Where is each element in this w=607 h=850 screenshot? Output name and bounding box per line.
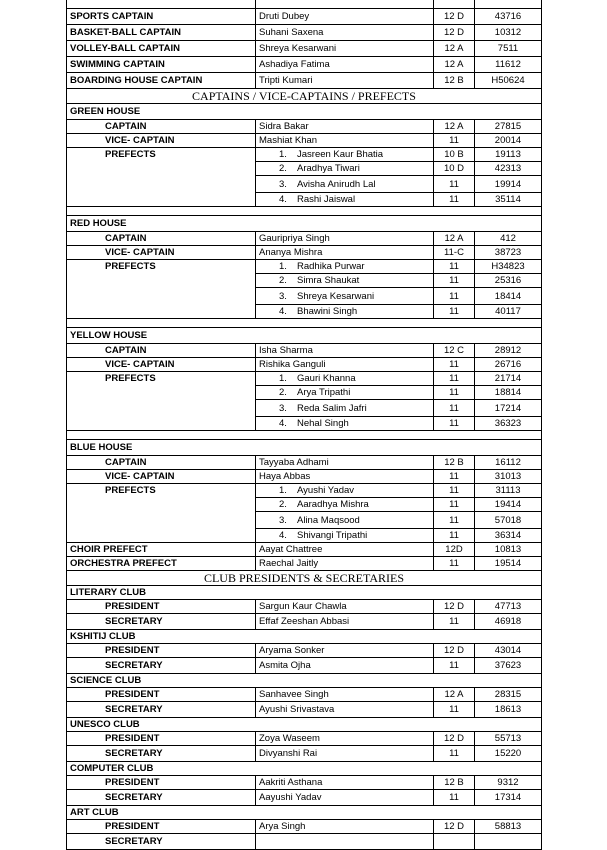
role-cell: PRESIDENT: [67, 688, 256, 702]
admission-number-cell: 412: [475, 232, 542, 246]
admission-number-cell: 37623: [475, 658, 542, 674]
prefect-row: [67, 386, 542, 400]
name-cell: Sanhavee Singh: [256, 688, 434, 702]
admission-number-cell: 16112: [475, 456, 542, 470]
class-cell: 11: [434, 358, 475, 372]
admission-number-cell: 55713: [475, 732, 542, 746]
president-row: [67, 820, 542, 834]
admission-number-cell: 18414: [475, 288, 542, 305]
class-cell: [434, 0, 475, 9]
prefect-name: Reda Salim Jafri: [297, 402, 367, 414]
admission-number-cell: 10312: [475, 25, 542, 41]
club-heading: [67, 674, 542, 688]
admission-number-cell: 40117: [475, 305, 542, 319]
role-cell: [67, 162, 256, 176]
class-cell: 11: [434, 470, 475, 484]
group-heading: SCIENCE CLUB: [67, 674, 542, 688]
role-cell: PREFECTS: [67, 372, 256, 386]
name-cell: [256, 529, 434, 543]
admission-number-cell: 36314: [475, 529, 542, 543]
class-cell: [434, 834, 475, 850]
role-cell: VICE- CAPTAIN: [67, 134, 256, 148]
group-heading: RED HOUSE: [67, 216, 542, 232]
prefect-number: 1.: [279, 261, 287, 272]
admission-number-cell: 9312: [475, 776, 542, 790]
role-cell: [67, 498, 256, 512]
office-bearers-table: [66, 0, 542, 850]
role-cell: VICE- CAPTAIN: [67, 246, 256, 260]
prefect-name: Nehal Singh: [297, 418, 349, 429]
club-heading: [67, 586, 542, 600]
class-cell: 12 B: [434, 776, 475, 790]
prefect-number: 2.: [279, 499, 287, 510]
admission-number-cell: 35114: [475, 193, 542, 207]
class-cell: 11: [434, 417, 475, 431]
role-cell: SECRETARY: [67, 790, 256, 806]
prefect-number: 3.: [279, 514, 287, 526]
name-cell: [256, 834, 434, 850]
prefect-row: [67, 288, 542, 305]
name-cell: [256, 417, 434, 431]
name-cell: [256, 274, 434, 288]
role-cell: [67, 288, 256, 305]
role-cell: [67, 400, 256, 417]
table-row: [67, 0, 542, 9]
name-cell: [256, 288, 434, 305]
secretary-row: [67, 614, 542, 630]
prefect-row: [67, 274, 542, 288]
prefect-name: Shivangi Tripathi: [297, 530, 368, 541]
class-cell: 11: [434, 658, 475, 674]
group-heading: BLUE HOUSE: [67, 440, 542, 456]
role-cell: CAPTAIN: [67, 456, 256, 470]
club-heading: [67, 630, 542, 644]
president-row: [67, 600, 542, 614]
name-cell: Ananya Mishra: [256, 246, 434, 260]
name-cell: [256, 484, 434, 498]
admission-number-cell: 36323: [475, 417, 542, 431]
admission-number-cell: 11612: [475, 57, 542, 73]
prefect-name: Aradhya Tiwari: [297, 163, 360, 174]
name-cell: [256, 148, 434, 162]
name-cell: Isha Sharma: [256, 344, 434, 358]
prefect-number: 2.: [279, 163, 287, 174]
class-cell: 12 A: [434, 688, 475, 702]
name-cell: Sargun Kaur Chawla: [256, 600, 434, 614]
name-cell: [256, 498, 434, 512]
class-cell: 11: [434, 260, 475, 274]
spacer-cell: [67, 431, 542, 440]
role-cell: CAPTAIN: [67, 120, 256, 134]
name-cell: Divyanshi Rai: [256, 746, 434, 762]
prefect-number: 1.: [279, 149, 287, 160]
role-cell: BOARDING HOUSE CAPTAIN: [67, 73, 256, 89]
name-cell: [256, 400, 434, 417]
class-cell: 11: [434, 790, 475, 806]
role-cell: [67, 386, 256, 400]
admission-number-cell: 47713: [475, 600, 542, 614]
role-cell: SECRETARY: [67, 746, 256, 762]
prefect-name: Gauri Khanna: [297, 373, 356, 384]
admission-number-cell: 18613: [475, 702, 542, 718]
table-row: [67, 543, 542, 557]
prefect-number: 1.: [279, 485, 287, 496]
role-cell: PREFECTS: [67, 260, 256, 274]
prefect-name: Aaradhya Mishra: [297, 499, 369, 510]
prefect-row: [67, 162, 542, 176]
admission-number-cell: 46918: [475, 614, 542, 630]
class-cell: 12 A: [434, 57, 475, 73]
class-cell: 11: [434, 746, 475, 762]
prefect-name: Simra Shaukat: [297, 275, 360, 286]
admission-number-cell: 31013: [475, 470, 542, 484]
class-cell: 12 A: [434, 41, 475, 57]
role-cell: [67, 512, 256, 529]
class-cell: 11: [434, 614, 475, 630]
name-cell: Tayyaba Adhami: [256, 456, 434, 470]
name-cell: Asmita Ojha: [256, 658, 434, 674]
role-cell: SECRETARY: [67, 702, 256, 718]
admission-number-cell: 26716: [475, 358, 542, 372]
role-cell: ORCHESTRA PREFECT: [67, 557, 256, 571]
role-cell: PRESIDENT: [67, 820, 256, 834]
role-cell: [67, 529, 256, 543]
captain-row: [67, 344, 542, 358]
name-cell: [256, 193, 434, 207]
table-row: [67, 73, 542, 89]
class-cell: 11: [434, 193, 475, 207]
role-cell: SECRETARY: [67, 658, 256, 674]
name-cell: [256, 305, 434, 319]
role-cell: [67, 0, 256, 9]
group-heading: COMPUTER CLUB: [67, 762, 542, 776]
spacer-row: [67, 431, 542, 440]
section-heading: CLUB PRESIDENTS & SECRETARIES: [67, 571, 542, 586]
section-heading: CAPTAINS / VICE-CAPTAINS / PREFECTS: [67, 89, 542, 104]
role-cell: BASKET-BALL CAPTAIN: [67, 25, 256, 41]
role-cell: VICE- CAPTAIN: [67, 470, 256, 484]
class-cell: 11: [434, 274, 475, 288]
president-row: [67, 644, 542, 658]
class-cell: 11: [434, 484, 475, 498]
class-cell: 11-C: [434, 246, 475, 260]
class-cell: 12 D: [434, 820, 475, 834]
admission-number-cell: [475, 0, 542, 9]
admission-number-cell: 19914: [475, 176, 542, 193]
prefect-row: [67, 417, 542, 431]
admission-number-cell: 19514: [475, 557, 542, 571]
name-cell: Tripti Kumari: [256, 73, 434, 89]
vice-captain-row: [67, 246, 542, 260]
class-cell: 12 D: [434, 600, 475, 614]
class-cell: 11: [434, 305, 475, 319]
name-cell: Ayushi Srivastava: [256, 702, 434, 718]
name-cell: Aayat Chattree: [256, 543, 434, 557]
name-cell: Effaf Zeeshan Abbasi: [256, 614, 434, 630]
captain-row: [67, 120, 542, 134]
prefect-name: Avisha Anirudh Lal: [297, 178, 376, 190]
name-cell: Zoya Waseem: [256, 732, 434, 746]
prefect-number: 4.: [279, 194, 287, 205]
class-cell: 12 D: [434, 9, 475, 25]
name-cell: Haya Abbas: [256, 470, 434, 484]
name-cell: Aayushi Yadav: [256, 790, 434, 806]
role-cell: PREFECTS: [67, 148, 256, 162]
prefect-row: [67, 176, 542, 193]
table-row: [67, 41, 542, 57]
admission-number-cell: 43716: [475, 9, 542, 25]
class-cell: 11: [434, 400, 475, 417]
class-cell: 12 A: [434, 120, 475, 134]
vice-captain-row: [67, 358, 542, 372]
role-cell: CHOIR PREFECT: [67, 543, 256, 557]
role-cell: PRESIDENT: [67, 600, 256, 614]
name-cell: Sidra Bakar: [256, 120, 434, 134]
role-cell: [67, 305, 256, 319]
name-cell: Gauripriya Singh: [256, 232, 434, 246]
role-cell: SECRETARY: [67, 834, 256, 850]
class-cell: 10 B: [434, 148, 475, 162]
name-cell: Aryama Sonker: [256, 644, 434, 658]
name-cell: Mashiat Khan: [256, 134, 434, 148]
prefect-row: [67, 305, 542, 319]
name-cell: Raechal Jaitly: [256, 557, 434, 571]
prefect-name: Rashi Jaiswal: [297, 194, 356, 205]
vice-captain-row: [67, 470, 542, 484]
section-heading-houses: [67, 89, 542, 104]
prefect-name: Jasreen Kaur Bhatia: [297, 149, 384, 160]
prefect-number: 3.: [279, 178, 287, 190]
class-cell: 12 C: [434, 344, 475, 358]
class-cell: 12 D: [434, 25, 475, 41]
prefect-number: 1.: [279, 373, 287, 384]
name-cell: Ashadiya Fatima: [256, 57, 434, 73]
role-cell: CAPTAIN: [67, 344, 256, 358]
admission-number-cell: 25316: [475, 274, 542, 288]
club-heading: [67, 762, 542, 776]
table-row: [67, 57, 542, 73]
group-heading: GREEN HOUSE: [67, 104, 542, 120]
name-cell: Suhani Saxena: [256, 25, 434, 41]
name-cell: [256, 176, 434, 193]
admission-number-cell: 17314: [475, 790, 542, 806]
class-cell: 12 D: [434, 732, 475, 746]
class-cell: 11: [434, 529, 475, 543]
admission-number-cell: 15220: [475, 746, 542, 762]
name-cell: [256, 372, 434, 386]
prefect-number: 4.: [279, 418, 287, 429]
secretary-row: [67, 658, 542, 674]
spacer-row: [67, 207, 542, 216]
admission-number-cell: 7511: [475, 41, 542, 57]
table-row: [67, 9, 542, 25]
group-heading: YELLOW HOUSE: [67, 328, 542, 344]
prefect-row: [67, 400, 542, 417]
class-cell: 11: [434, 498, 475, 512]
house-heading: [67, 440, 542, 456]
class-cell: 11: [434, 386, 475, 400]
class-cell: 11: [434, 512, 475, 529]
prefect-row: [67, 260, 542, 274]
president-row: [67, 776, 542, 790]
name-cell: [256, 386, 434, 400]
admission-number-cell: 28912: [475, 344, 542, 358]
group-heading: UNESCO CLUB: [67, 718, 542, 732]
admission-number-cell: 27815: [475, 120, 542, 134]
role-cell: SPORTS CAPTAIN: [67, 9, 256, 25]
role-cell: [67, 176, 256, 193]
spacer-row: [67, 319, 542, 328]
president-row: [67, 732, 542, 746]
table-row: [67, 25, 542, 41]
class-cell: 11: [434, 702, 475, 718]
admission-number-cell: 57018: [475, 512, 542, 529]
prefect-row: [67, 529, 542, 543]
prefect-name: Bhawini Singh: [297, 306, 358, 317]
house-heading: [67, 328, 542, 344]
prefect-name: Radhika Purwar: [297, 261, 365, 272]
prefect-row: [67, 484, 542, 498]
prefect-row: [67, 372, 542, 386]
name-cell: Rishika Ganguli: [256, 358, 434, 372]
class-cell: 11: [434, 176, 475, 193]
name-cell: [256, 260, 434, 274]
group-heading: KSHITIJ CLUB: [67, 630, 542, 644]
prefect-number: 3.: [279, 402, 287, 414]
admission-number-cell: H50624: [475, 73, 542, 89]
name-cell: [256, 0, 434, 9]
class-cell: 11: [434, 557, 475, 571]
prefect-row: [67, 193, 542, 207]
admission-number-cell: 19414: [475, 498, 542, 512]
class-cell: 12 A: [434, 232, 475, 246]
president-row: [67, 688, 542, 702]
prefect-name: Arya Tripathi: [297, 387, 351, 398]
captain-row: [67, 232, 542, 246]
role-cell: PRESIDENT: [67, 644, 256, 658]
admission-number-cell: 20014: [475, 134, 542, 148]
role-cell: SWIMMING CAPTAIN: [67, 57, 256, 73]
admission-number-cell: 10813: [475, 543, 542, 557]
role-cell: PREFECTS: [67, 484, 256, 498]
name-cell: Arya Singh: [256, 820, 434, 834]
role-cell: PRESIDENT: [67, 776, 256, 790]
role-cell: VICE- CAPTAIN: [67, 358, 256, 372]
class-cell: 12D: [434, 543, 475, 557]
class-cell: 12 B: [434, 456, 475, 470]
name-cell: Aakriti Asthana: [256, 776, 434, 790]
role-cell: [67, 274, 256, 288]
admission-number-cell: 28315: [475, 688, 542, 702]
admission-number-cell: 31113: [475, 484, 542, 498]
role-cell: VOLLEY-BALL CAPTAIN: [67, 41, 256, 57]
admission-number-cell: 21714: [475, 372, 542, 386]
house-heading: [67, 216, 542, 232]
admission-number-cell: 18814: [475, 386, 542, 400]
class-cell: 12 D: [434, 644, 475, 658]
admission-number-cell: 58813: [475, 820, 542, 834]
admission-number-cell: 42313: [475, 162, 542, 176]
group-heading: ART CLUB: [67, 806, 542, 820]
prefect-name: Shreya Kesarwani: [297, 290, 375, 302]
class-cell: 11: [434, 288, 475, 305]
group-heading: LITERARY CLUB: [67, 586, 542, 600]
table-row: [67, 557, 542, 571]
name-cell: Shreya Kesarwani: [256, 41, 434, 57]
admission-number-cell: H34823: [475, 260, 542, 274]
name-cell: Druti Dubey: [256, 9, 434, 25]
club-heading: [67, 806, 542, 820]
role-cell: [67, 193, 256, 207]
secretary-row: [67, 702, 542, 718]
captain-row: [67, 456, 542, 470]
prefect-row: [67, 512, 542, 529]
name-cell: [256, 512, 434, 529]
name-cell: [256, 162, 434, 176]
prefect-name: Ayushi Yadav: [297, 485, 355, 496]
admission-number-cell: 19113: [475, 148, 542, 162]
role-cell: PRESIDENT: [67, 732, 256, 746]
role-cell: [67, 417, 256, 431]
prefect-row: [67, 148, 542, 162]
prefect-name: Alina Maqsood: [297, 514, 360, 526]
class-cell: 12 B: [434, 73, 475, 89]
role-cell: CAPTAIN: [67, 232, 256, 246]
secretary-row: [67, 834, 542, 850]
house-heading: [67, 104, 542, 120]
prefect-number: 2.: [279, 387, 287, 398]
admission-number-cell: 38723: [475, 246, 542, 260]
secretary-row: [67, 746, 542, 762]
admission-number-cell: 43014: [475, 644, 542, 658]
prefect-number: 4.: [279, 530, 287, 541]
spacer-cell: [67, 207, 542, 216]
class-cell: 11: [434, 134, 475, 148]
class-cell: 10 D: [434, 162, 475, 176]
prefect-row: [67, 498, 542, 512]
prefect-number: 2.: [279, 275, 287, 286]
section-heading-clubs: [67, 571, 542, 586]
vice-captain-row: [67, 134, 542, 148]
prefect-number: 4.: [279, 306, 287, 317]
prefect-number: 3.: [279, 290, 287, 302]
spacer-cell: [67, 319, 542, 328]
secretary-row: [67, 790, 542, 806]
role-cell: SECRETARY: [67, 614, 256, 630]
admission-number-cell: [475, 834, 542, 850]
class-cell: 11: [434, 372, 475, 386]
admission-number-cell: 17214: [475, 400, 542, 417]
club-heading: [67, 718, 542, 732]
